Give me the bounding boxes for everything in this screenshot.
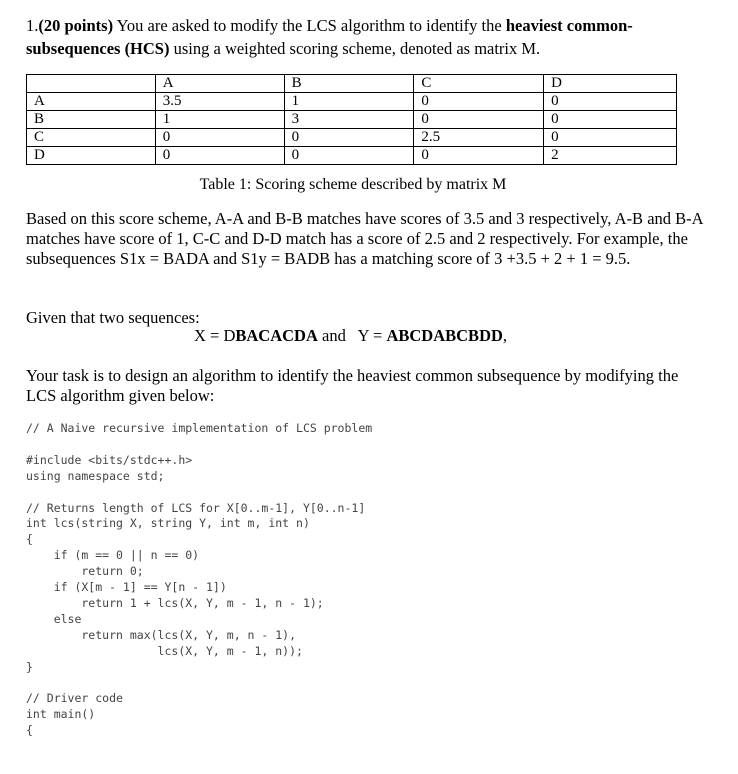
- sequence-suffix: ,: [502, 326, 508, 345]
- table-row-label: C: [27, 129, 156, 147]
- table-cell: 0: [414, 111, 544, 129]
- question-text-2: using a weighted scoring scheme, denoted as matrix M.: [169, 39, 541, 58]
- table-header-cell: C: [414, 75, 544, 93]
- table-row-label: B: [27, 111, 156, 129]
- table-row: [27, 147, 677, 165]
- table-cell: 0: [155, 147, 284, 165]
- table-cell: 0: [544, 111, 677, 129]
- code-block: // A Naive recursive implementation of LCS problem #include <bits/stdc++.h> using namespace std; // Returns length of LCS for X[0..m-1], Y[0..n-1] int lcs(string X, string Y, int m, int n) { if (m == 0 || n == 0) return 0; if (X[m - 1] == Y[n - 1]) return 1 + lcs(X, Y, m - 1, n - 1); else return max(lcs(X, Y, m, n - 1), lcs(X, Y, m - 1, n)); } // Driver code int main() {: [26, 421, 373, 738]
- table-header-cell: [27, 75, 156, 93]
- table-cell: 0: [544, 93, 677, 111]
- table-header-cell: B: [284, 75, 414, 93]
- sequence-y-bold: ABCDABCBDD: [386, 326, 503, 345]
- task-paragraph: Your task is to design an algorithm to identify the heaviest common subsequence by modifying the LCS algorithm given below:: [26, 366, 679, 405]
- table-row: [27, 129, 677, 147]
- table-cell: 0: [414, 147, 544, 165]
- sequence-x-prefix: X = D: [194, 326, 236, 345]
- table-cell: 3.5: [155, 93, 284, 111]
- table-cell: 0: [544, 129, 677, 147]
- sequences-line: [194, 326, 507, 346]
- table-caption: Table 1: Scoring scheme described by matrix M: [199, 176, 507, 193]
- table-row-label: D: [27, 147, 156, 165]
- table-cell: 1: [284, 93, 414, 111]
- table-header-cell: A: [155, 75, 284, 93]
- table-cell: 1: [155, 111, 284, 129]
- explanation-paragraph: Based on this score scheme, A-A and B-B matches have scores of 3.5 and 3 respectively, A-B and B-A matches have score of 1, C-C and D-D match has a score of 2.5 and 2 respectively. For example, the subsequences S1x = BADA and S1y = BADB has a matching score of 3 +3.5 + 2 + 1 = 9.5.: [26, 209, 703, 268]
- table-cell: 3: [284, 111, 414, 129]
- sequence-middle: and Y =: [317, 326, 387, 345]
- table-row-label: A: [27, 93, 156, 111]
- table-header-cell: D: [544, 75, 677, 93]
- question-heading: [26, 14, 716, 60]
- question-points: (20 points): [38, 16, 114, 35]
- table-cell: 0: [284, 129, 414, 147]
- table-cell: 0: [155, 129, 284, 147]
- table-cell: 2: [544, 147, 677, 165]
- table-cell: 2.5: [414, 129, 544, 147]
- scoring-matrix-table: [26, 74, 677, 165]
- table-row: [27, 111, 677, 129]
- table-cell: 0: [284, 147, 414, 165]
- question-text-1: You are asked to modify the LCS algorithm to identify the: [113, 16, 506, 35]
- table-header-row: [27, 75, 677, 93]
- table-row: [27, 93, 677, 111]
- table-cell: 0: [414, 93, 544, 111]
- question-number: 1.: [26, 16, 39, 35]
- given-paragraph: Given that two sequences:: [26, 308, 200, 327]
- question-bold-phrase: heaviest common-subsequences (HCS): [26, 16, 633, 58]
- sequence-x-bold: BACACDA: [235, 326, 318, 345]
